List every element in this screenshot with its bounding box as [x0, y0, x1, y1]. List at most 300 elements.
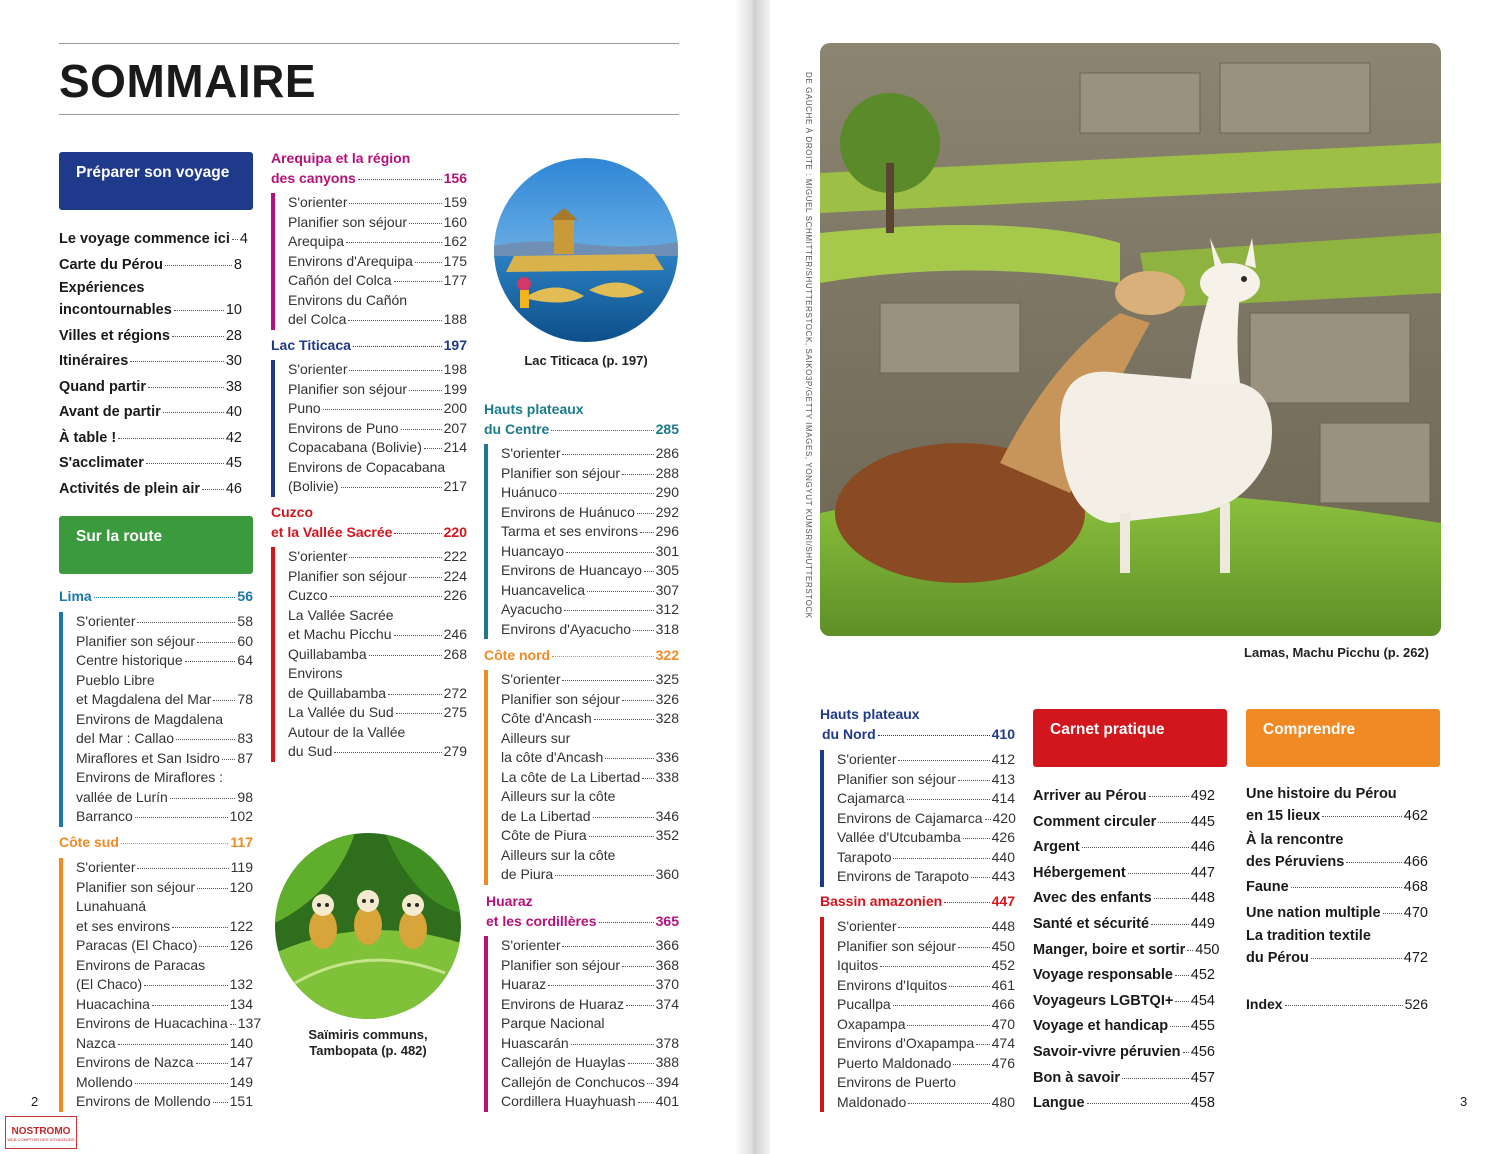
toc-entry[interactable]: [288, 271, 467, 291]
toc-entry[interactable]: [76, 936, 253, 956]
toc-entry-page: 42: [225, 429, 242, 446]
toc-entry-label: Pueblo Libre: [76, 671, 155, 688]
toc-entry[interactable]: [59, 426, 242, 452]
toc-entry-label: Huánuco: [501, 484, 558, 500]
toc-entry-label: Copacabana (Bolivie): [288, 439, 422, 455]
toc-entry[interactable]: [837, 1015, 1015, 1035]
toc-entry[interactable]: [1246, 784, 1428, 804]
toc-entry[interactable]: [76, 897, 253, 917]
toc-entry[interactable]: [59, 298, 242, 324]
toc-entry[interactable]: [837, 828, 1015, 848]
dot-leader: [401, 429, 442, 430]
dot-leader: [880, 966, 989, 967]
toc-entry[interactable]: [501, 787, 679, 807]
toc-entry[interactable]: [501, 936, 679, 956]
huaraz-heading-line1: Huaraz: [486, 893, 533, 909]
arequipa-heading[interactable]: des canyons 156: [271, 170, 467, 186]
toc-entry-label: Hébergement: [1033, 864, 1126, 881]
toc-entry-page: 352: [655, 827, 679, 843]
toc-entry[interactable]: [76, 788, 253, 808]
toc-entry[interactable]: [59, 253, 242, 279]
toc-entry[interactable]: [837, 995, 1015, 1015]
toc-entry[interactable]: [76, 975, 253, 995]
toc-entry[interactable]: [288, 625, 467, 645]
book-gutter: [735, 0, 770, 1154]
toc-entry[interactable]: [1033, 835, 1215, 861]
toc-entry-label: Savoir-vivre péruvien: [1033, 1043, 1181, 1060]
toc-entry[interactable]: [288, 438, 467, 458]
toc-entry-label: Arriver au Pérou: [1033, 788, 1147, 804]
toc-entry-label: Bon à savoir: [1033, 1069, 1121, 1086]
dot-leader: [587, 591, 654, 592]
toc-entry-label: Environs de Huacachina: [76, 1015, 228, 1031]
toc-entry[interactable]: [501, 483, 679, 503]
toc-entry[interactable]: [1246, 830, 1428, 850]
toc-entry[interactable]: [59, 324, 242, 350]
toc-entry-label: Callejón de Huaylas: [501, 1054, 626, 1070]
toc-entry[interactable]: [1033, 963, 1215, 989]
toc-entry[interactable]: [837, 1034, 1015, 1054]
toc-entry[interactable]: [59, 349, 242, 375]
toc-entry-label: Miraflores et San Isidro: [76, 749, 220, 766]
toc-entry-label: Cajamarca: [837, 790, 905, 806]
toc-entry[interactable]: [501, 956, 679, 976]
toc-entry[interactable]: [288, 310, 467, 330]
toc-entry[interactable]: [837, 750, 1015, 770]
toc-entry[interactable]: [76, 1014, 262, 1034]
titicaca-list: [271, 360, 467, 497]
toc-entry-label: Arequipa: [288, 233, 345, 249]
toc-entry[interactable]: [1246, 850, 1428, 876]
toc-entry-page: 492: [1190, 788, 1215, 804]
toc-entry[interactable]: [59, 477, 242, 503]
dot-leader: [626, 1005, 654, 1006]
toc-entry[interactable]: [1033, 1066, 1215, 1092]
toc-entry[interactable]: [837, 937, 1015, 957]
dot-leader: [185, 661, 236, 662]
toc-entry[interactable]: [288, 360, 467, 380]
dot-leader: [165, 265, 232, 266]
toc-entry-page: 461: [991, 976, 1015, 993]
toc-entry[interactable]: [1033, 938, 1220, 964]
dot-leader: [642, 778, 653, 779]
toc-entry[interactable]: [76, 807, 253, 827]
nord-heading[interactable]: du Nord 410: [822, 726, 1015, 742]
toc-entry-page: 292: [655, 503, 679, 520]
toc-entry[interactable]: [837, 867, 1015, 887]
toc-entry[interactable]: [1246, 946, 1428, 972]
toc-entry[interactable]: [288, 664, 467, 684]
dot-leader: [622, 966, 654, 967]
toc-entry-label: Cordillera Huayhuash: [501, 1093, 636, 1109]
toc-entry[interactable]: [837, 770, 1015, 790]
carnet-list: [1033, 784, 1220, 1117]
toc-entry[interactable]: [76, 956, 253, 976]
titicaca-photo: [494, 158, 678, 342]
toc-entry[interactable]: [501, 561, 679, 581]
toc-entry[interactable]: [288, 684, 467, 704]
dot-leader: [330, 596, 442, 597]
toc-entry[interactable]: [1033, 1091, 1215, 1117]
dot-leader: [213, 700, 235, 701]
toc-entry[interactable]: [288, 645, 467, 665]
toc-entry-label: Tarapoto: [837, 848, 892, 865]
toc-entry[interactable]: [76, 1073, 253, 1093]
toc-entry[interactable]: [288, 419, 467, 439]
toc-entry[interactable]: [837, 789, 1015, 809]
lamas-caption: Lamas, Machu Picchu (p. 262): [1244, 645, 1429, 660]
toc-entry-label: de La Libertad: [501, 807, 591, 824]
toc-entry-label: Environs: [288, 665, 343, 681]
toc-entry[interactable]: [837, 809, 1015, 829]
toc-entry[interactable]: [288, 586, 467, 606]
toc-entry-label: Ayacucho: [501, 601, 563, 617]
toc-entry-label: del Colca: [288, 311, 347, 327]
toc-entry[interactable]: [837, 956, 1015, 976]
toc-entry-page: 452: [991, 957, 1015, 973]
toc-entry-label: Environs de Huancayo: [501, 562, 642, 578]
toc-entry-label: Voyageurs LGBTQI+: [1033, 992, 1174, 1009]
dot-leader: [564, 610, 653, 611]
toc-entry-page: 466: [991, 996, 1015, 1012]
toc-entry-label: La Vallée du Sud: [288, 704, 394, 720]
dot-leader: [135, 817, 228, 818]
toc-entry-label: Avant de partir: [59, 404, 161, 420]
toc-entry[interactable]: [501, 1073, 679, 1093]
dot-leader: [559, 493, 654, 494]
toc-entry[interactable]: [501, 503, 679, 523]
toc-entry-label: Planifier son séjour: [501, 690, 621, 707]
stamp-tagline: WEB COMPTOIR DES VOYAGEURS: [7, 1137, 75, 1142]
toc-entry[interactable]: [1246, 926, 1428, 946]
dot-leader: [230, 1024, 236, 1025]
toc-entry[interactable]: [288, 193, 467, 213]
toc-entry-page: 455: [1190, 1018, 1215, 1035]
toc-entry-label: Environs de Cajamarca: [837, 809, 983, 826]
toc-entry[interactable]: [1033, 886, 1215, 912]
toc-entry[interactable]: [837, 1073, 1015, 1093]
toc-entry[interactable]: [76, 671, 253, 691]
toc-entry-label: Environs de Miraflores :: [76, 769, 224, 785]
toc-entry-page: 450: [1195, 941, 1220, 958]
dot-leader: [1322, 816, 1402, 817]
toc-entry[interactable]: [288, 547, 467, 567]
toc-entry-page: 468: [1403, 879, 1428, 895]
dot-leader: [341, 487, 442, 488]
toc-entry-label: et Magdalena del Mar: [76, 691, 212, 707]
toc-entry-label: Planifier son séjour: [837, 770, 957, 787]
toc-entry[interactable]: [59, 451, 242, 477]
toc-entry-page: 420: [992, 809, 1016, 826]
toc-entry-label: Langue: [1033, 1095, 1085, 1112]
toc-entry-page: 102: [229, 808, 253, 824]
toc-entry-label: S'acclimater: [59, 455, 144, 471]
toc-entry[interactable]: [1246, 875, 1428, 901]
cote-nord-list: [484, 670, 679, 885]
toc-entry-label: À table !: [59, 429, 117, 446]
toc-entry-page: 83: [237, 730, 253, 746]
toc-entry-page: 474: [991, 1035, 1015, 1051]
toc-entry-page: 301: [655, 542, 679, 559]
toc-entry-label: Carte du Pérou: [59, 256, 163, 273]
toc-entry-label: Environs de Tarapoto: [837, 868, 970, 884]
toc-entry-label: Vallée d'Utcubamba: [837, 829, 961, 845]
toc-entry-page: 448: [991, 918, 1015, 934]
toc-entry[interactable]: [501, 444, 679, 464]
dot-leader: [1175, 1001, 1188, 1002]
toc-entry-label: S'orienter: [288, 548, 348, 564]
route-box: [59, 516, 253, 574]
toc-entry[interactable]: [501, 1053, 679, 1073]
dot-leader: [174, 310, 224, 311]
toc-entry[interactable]: [76, 878, 253, 898]
toc-entry[interactable]: [76, 858, 253, 878]
cuzco-list: [271, 547, 467, 762]
toc-entry[interactable]: [1033, 784, 1215, 810]
dot-leader: [562, 454, 653, 455]
title-rule: [59, 114, 679, 115]
toc-entry-page: 160: [443, 213, 467, 230]
toc-entry[interactable]: [501, 846, 679, 866]
lima-list: [59, 612, 253, 827]
huaraz-list: [484, 936, 679, 1112]
toc-entry[interactable]: [837, 1054, 1015, 1074]
toc-entry-page: 199: [443, 380, 467, 397]
dot-leader: [424, 448, 442, 449]
toc-entry-page: 28: [225, 327, 242, 344]
toc-entry[interactable]: [501, 620, 679, 640]
toc-entry[interactable]: [501, 581, 679, 601]
toc-entry[interactable]: [76, 995, 253, 1015]
toc-entry-page: 45: [225, 455, 242, 471]
titicaca-caption: Lac Titicaca (p. 197): [524, 353, 648, 368]
titicaca-heading[interactable]: Lac Titicaca 197: [271, 337, 467, 353]
dot-leader: [137, 868, 228, 869]
dot-leader: [985, 819, 991, 820]
toc-entry[interactable]: [76, 1092, 253, 1112]
toc-entry[interactable]: [76, 651, 253, 671]
toc-entry[interactable]: [501, 748, 679, 768]
toc-entry-label: Environs d'Ayacucho: [501, 620, 632, 637]
dot-leader: [394, 281, 442, 282]
toc-entry-page: 120: [229, 878, 253, 895]
dot-leader: [958, 780, 990, 781]
toc-entry[interactable]: [76, 1053, 253, 1073]
toc-entry[interactable]: [1033, 1040, 1215, 1066]
centre-heading[interactable]: du Centre 285: [484, 421, 679, 437]
toc-entry[interactable]: [501, 865, 679, 885]
dot-leader: [197, 642, 235, 643]
toc-entry[interactable]: [76, 917, 253, 937]
toc-entry-label: Environs de Huánuco: [501, 503, 635, 520]
toc-entry[interactable]: [837, 976, 1015, 996]
toc-entry-page: 226: [443, 587, 467, 603]
toc-entry[interactable]: [76, 612, 253, 632]
toc-entry-label: Huancavelica: [501, 581, 586, 598]
cote-sud-list: [59, 858, 262, 1112]
toc-entry-page: 305: [655, 562, 679, 578]
index-entry[interactable]: Index 526: [1246, 996, 1428, 1012]
dot-leader: [213, 1102, 228, 1103]
toc-entry[interactable]: [501, 464, 679, 484]
toc-entry-label: S'orienter: [837, 751, 897, 767]
toc-entry[interactable]: [1033, 912, 1215, 938]
toc-entry[interactable]: [1246, 901, 1428, 927]
toc-entry-label: Environs de Copacabana: [288, 458, 446, 475]
toc-entry[interactable]: [501, 1092, 679, 1112]
dot-leader: [562, 680, 653, 681]
toc-entry[interactable]: [501, 826, 679, 846]
toc-entry[interactable]: [501, 768, 679, 788]
dot-leader: [953, 1064, 989, 1065]
toc-entry[interactable]: [288, 213, 467, 233]
toc-entry[interactable]: [288, 232, 467, 252]
toc-entry-label: S'orienter: [76, 859, 136, 875]
toc-entry-page: 40: [225, 404, 242, 420]
toc-entry[interactable]: [501, 709, 679, 729]
lima-heading[interactable]: Lima 56: [59, 588, 253, 604]
toc-entry[interactable]: [837, 848, 1015, 868]
toc-entry[interactable]: [501, 975, 679, 995]
saimiris-caption-line2: Tambopata (p. 482): [309, 1043, 427, 1058]
toc-entry-label: Environs de Paracas: [76, 956, 206, 973]
toc-entry-label: Planifier son séjour: [288, 380, 408, 397]
dot-leader: [1154, 898, 1189, 899]
dot-leader: [196, 1063, 228, 1064]
toc-entry-label: Environs d'Oxapampa: [837, 1035, 975, 1051]
toc-entry[interactable]: [59, 227, 248, 253]
toc-entry[interactable]: [288, 703, 467, 723]
toc-entry[interactable]: [288, 723, 467, 743]
dot-leader: [971, 877, 990, 878]
saimiris-photo: [275, 833, 461, 1019]
dot-leader: [637, 513, 654, 514]
toc-entry-label: Côte d'Ancash: [501, 710, 592, 726]
dot-leader: [548, 985, 654, 986]
toc-entry[interactable]: [837, 917, 1015, 937]
toc-entry[interactable]: [76, 749, 253, 769]
toc-entry[interactable]: [501, 600, 679, 620]
toc-entry-page: 368: [655, 956, 679, 973]
toc-entry[interactable]: [501, 729, 679, 749]
toc-entry[interactable]: [288, 458, 467, 478]
comprendre-box: [1246, 709, 1440, 767]
toc-entry[interactable]: [288, 252, 467, 272]
centre-heading-line1: Hauts plateaux: [484, 401, 584, 417]
dot-leader: [633, 630, 654, 631]
toc-entry-label: Puerto Maldonado: [837, 1054, 952, 1071]
nord-list: [820, 750, 1015, 887]
toc-entry[interactable]: [59, 375, 242, 401]
toc-entry-label: Lunahuaná: [76, 898, 147, 914]
toc-entry-label: Voyage et handicap: [1033, 1018, 1169, 1035]
toc-entry[interactable]: [76, 690, 253, 710]
toc-entry-label: Cañón del Colca: [288, 272, 392, 288]
cote-sud-heading[interactable]: Côte sud 117: [59, 834, 253, 850]
toc-entry[interactable]: [1033, 861, 1215, 887]
toc-entry-label: Mollendo: [76, 1073, 133, 1090]
toc-entry[interactable]: [501, 1014, 679, 1034]
toc-entry[interactable]: [837, 1093, 1015, 1113]
toc-entry-page: 445: [1190, 813, 1215, 830]
toc-entry[interactable]: [59, 278, 242, 298]
toc-entry-label: La tradition textile: [1246, 928, 1371, 944]
toc-entry-label: S'orienter: [501, 671, 561, 687]
toc-entry-page: 98: [237, 788, 253, 805]
page-title: SOMMAIRE: [59, 55, 316, 107]
toc-entry[interactable]: [288, 291, 467, 311]
toc-entry[interactable]: [501, 690, 679, 710]
cuzco-heading[interactable]: et la Vallée Sacrée 220: [271, 524, 467, 540]
toc-entry[interactable]: [288, 606, 467, 626]
dot-leader: [1187, 950, 1193, 951]
toc-entry-label: Parque Nacional: [501, 1015, 605, 1031]
toc-entry[interactable]: [76, 768, 253, 788]
toc-entry[interactable]: [76, 729, 253, 749]
toc-entry[interactable]: [501, 995, 679, 1015]
toc-entry-label: Environs de Puerto: [837, 1074, 957, 1090]
toc-entry[interactable]: [76, 632, 253, 652]
dot-leader: [1175, 975, 1189, 976]
toc-entry-page: 449: [1190, 915, 1215, 932]
toc-entry-label: Oxapampa: [837, 1015, 906, 1032]
toc-entry[interactable]: [501, 522, 679, 542]
toc-entry-page: 177: [443, 272, 467, 288]
amazonien-heading[interactable]: Bassin amazonien 447: [820, 893, 1015, 909]
toc-entry[interactable]: [288, 380, 467, 400]
toc-entry-label: Environs de Magdalena: [76, 710, 224, 727]
toc-entry[interactable]: [288, 399, 467, 419]
toc-entry[interactable]: [501, 1034, 679, 1054]
dot-leader: [144, 985, 228, 986]
toc-entry-label: Voyage responsable: [1033, 967, 1173, 984]
comprendre-box-label: Comprendre: [1263, 721, 1356, 738]
toc-entry[interactable]: [76, 710, 253, 730]
dot-leader: [622, 700, 654, 701]
dot-leader: [571, 1044, 654, 1045]
toc-entry[interactable]: [59, 400, 242, 426]
dot-leader: [622, 474, 654, 475]
toc-entry-page: 456: [1190, 1043, 1215, 1060]
toc-entry[interactable]: [76, 1034, 253, 1054]
dot-leader: [1311, 958, 1402, 959]
dot-leader: [199, 946, 227, 947]
toc-entry[interactable]: [501, 807, 679, 827]
toc-entry[interactable]: [1246, 804, 1428, 830]
dot-leader: [176, 739, 235, 740]
toc-entry-label: Ailleurs sur: [501, 729, 571, 746]
toc-entry-label: (Bolivie): [288, 478, 339, 494]
toc-entry[interactable]: [288, 567, 467, 587]
toc-entry-page: 288: [655, 464, 679, 481]
toc-entry-page: 370: [655, 976, 679, 992]
toc-entry[interactable]: [1033, 810, 1215, 836]
toc-entry[interactable]: [288, 742, 467, 762]
toc-entry[interactable]: [1033, 1014, 1215, 1040]
toc-entry-page: 336: [655, 749, 679, 765]
cote-nord-heading[interactable]: Côte nord 322: [484, 647, 679, 663]
amazonien-list: [820, 917, 1015, 1112]
page-number-left: 2: [31, 1094, 39, 1109]
toc-entry[interactable]: [1033, 989, 1215, 1015]
toc-entry[interactable]: [501, 542, 679, 562]
toc-entry-page: 10: [225, 302, 242, 318]
dot-leader: [1128, 873, 1189, 874]
dot-leader: [644, 571, 654, 572]
toc-entry[interactable]: [501, 670, 679, 690]
toc-entry[interactable]: [288, 477, 467, 497]
huaraz-heading[interactable]: et les cordillères 365: [486, 913, 679, 929]
